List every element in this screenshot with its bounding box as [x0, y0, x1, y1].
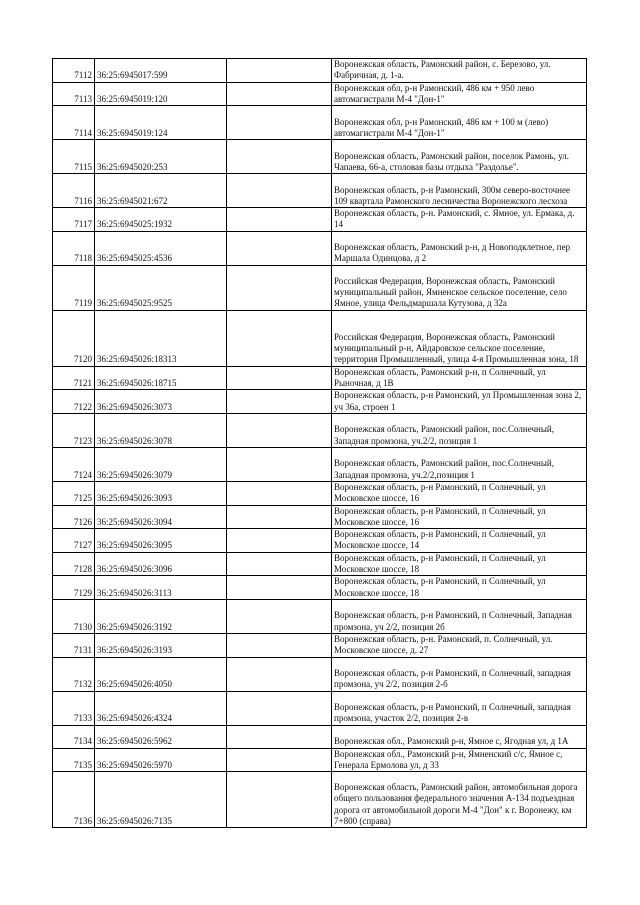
table-row — [53, 599, 587, 633]
row-number: 7135 — [53, 748, 95, 772]
empty-cell — [227, 447, 332, 481]
address-cell: Воронежская область, р-н Рамонский, ул Промышленная зона 2, уч 36а, строен 1 — [332, 390, 587, 414]
table-row — [53, 529, 587, 553]
address-cell: Воронежская область, р-н Рамонский, п Солнечный, ул Московское шоссе, 16 — [332, 481, 587, 505]
cadastral-number: 36:25:6945025:9525 — [95, 265, 227, 310]
cadastral-number: 36:25:6945021:672 — [95, 174, 227, 208]
address-cell: Российская Федерация, Воронежская область, Рамонский муниципальный р-н, Айдаровское сельское поселение, территория Промышленный, улица 4-я Промышленная зона, 18 — [332, 310, 587, 366]
table-row — [53, 390, 587, 414]
cadastral-number: 36:25:6945026:3073 — [95, 390, 227, 414]
address-cell: Воронежская обл., Рамонский р-н, Ямное с, Ягодная ул, д 1А — [332, 725, 587, 748]
cadastral-number: 36:25:6945025:1932 — [95, 208, 227, 232]
address-cell: Воронежская область, р-н Рамонский, 300м северо-восточнее 109 квартала Рамонского лесничества Воронежского лесхоза — [332, 174, 587, 208]
table-row — [53, 366, 587, 390]
empty-cell — [227, 231, 332, 265]
empty-cell — [227, 208, 332, 232]
address-cell: Воронежская область, р-н Рамонский, п Солнечный, западная промзона, уч 2/2, позиция 2-б — [332, 657, 587, 691]
cadastral-number: 36:25:6945026:7135 — [95, 772, 227, 828]
row-number: 7127 — [53, 529, 95, 553]
address-cell: Воронежская область, р-н Рамонский, п Солнечный, Западная промзона, уч 2/2, позиция 2б — [332, 599, 587, 633]
table-row — [53, 140, 587, 174]
cadastral-number: 36:25:6945026:3096 — [95, 552, 227, 576]
empty-cell — [227, 174, 332, 208]
empty-cell — [227, 725, 332, 748]
cadastral-number: 36:25:6945017:599 — [95, 59, 227, 83]
row-number: 7123 — [53, 413, 95, 447]
row-number: 7119 — [53, 265, 95, 310]
address-cell: Воронежская область, Рамонский район, пос.Солнечный, Западная промзона, уч.2/2, позиция 1 — [332, 413, 587, 447]
row-number: 7113 — [53, 82, 95, 106]
empty-cell — [227, 505, 332, 529]
cadastral-number: 36:25:6945026:3079 — [95, 447, 227, 481]
register-table-body — [53, 59, 587, 828]
empty-cell — [227, 481, 332, 505]
cadastral-number: 36:25:6945026:4050 — [95, 657, 227, 691]
row-number: 7121 — [53, 366, 95, 390]
address-cell: Воронежская область, р-н Рамонский, п Солнечный, ул Московское шоссе, 14 — [332, 529, 587, 553]
table-row — [53, 59, 587, 83]
address-cell: Воронежская область, р-н. Рамонский, с. Ямное, ул. Ермака, д. 14 — [332, 208, 587, 232]
table-row — [53, 725, 587, 748]
empty-cell — [227, 82, 332, 106]
table-row — [53, 691, 587, 725]
cadastral-number: 36:25:6945020:253 — [95, 140, 227, 174]
address-cell: Воронежская обл, р-н Рамонский, 486 км + 100 м (лево) автомагистрали М-4 "Дон-1" — [332, 106, 587, 140]
table-row — [53, 82, 587, 106]
empty-cell — [227, 552, 332, 576]
address-cell: Воронежская область, Рамонский район, поселок Рамонь, ул. Чапаева, 66-а, столовая базы отдыха "Раздолье". — [332, 140, 587, 174]
address-cell: Воронежская обл, р-н Рамонский, 486 км + 950 лево автомагистрали М-4 "Дон-1" — [332, 82, 587, 106]
cadastral-number: 36:25:6945025:4536 — [95, 231, 227, 265]
cadastral-number: 36:25:6945026:18313 — [95, 310, 227, 366]
cadastral-number: 36:25:6945019:120 — [95, 82, 227, 106]
row-number: 7130 — [53, 599, 95, 633]
empty-cell — [227, 657, 332, 691]
cadastral-number: 36:25:6945026:5962 — [95, 725, 227, 748]
address-cell: Воронежская область, Рамонский район, автомобильная дорога общего пользования федерального значения А-134 подъездная дорога от автомобильной дороги М-4 "Дон" к г. Воронежу, км 7+800 (справа) — [332, 772, 587, 828]
cadastral-number: 36:25:6945026:3094 — [95, 505, 227, 529]
table-row — [53, 106, 587, 140]
address-cell: Воронежская область, Рамонский район, с. Березово, ул. Фабричная, д. 1-а. — [332, 59, 587, 83]
cadastral-number: 36:25:6945019:124 — [95, 106, 227, 140]
empty-cell — [227, 140, 332, 174]
empty-cell — [227, 390, 332, 414]
register-table — [52, 58, 587, 828]
empty-cell — [227, 576, 332, 600]
row-number: 7133 — [53, 691, 95, 725]
table-row — [53, 576, 587, 600]
row-number: 7115 — [53, 140, 95, 174]
row-number: 7125 — [53, 481, 95, 505]
address-cell: Воронежская область, р-н Рамонский, п Солнечный, ул Московское шоссе, 16 — [332, 505, 587, 529]
address-cell: Воронежская область, р-н Рамонский, п Солнечный, ул Московское шоссе, 18 — [332, 552, 587, 576]
empty-cell — [227, 310, 332, 366]
empty-cell — [227, 599, 332, 633]
cadastral-number: 36:25:6945026:4324 — [95, 691, 227, 725]
row-number: 7117 — [53, 208, 95, 232]
table-row — [53, 633, 587, 657]
address-cell: Российская Федерация, Воронежская область, Рамонский муниципальный район, Ямненское сельское поселение, село Ямное, улица Фельдмаршала Кутузова, д 32а — [332, 265, 587, 310]
table-row — [53, 310, 587, 366]
cadastral-number: 36:25:6945026:3078 — [95, 413, 227, 447]
row-number: 7128 — [53, 552, 95, 576]
empty-cell — [227, 59, 332, 83]
row-number: 7134 — [53, 725, 95, 748]
row-number: 7136 — [53, 772, 95, 828]
row-number: 7122 — [53, 390, 95, 414]
table-row — [53, 413, 587, 447]
address-cell: Воронежская область, р-н Рамонский, п Солнечный, западная промзона, участок 2/2, позиция 2-в — [332, 691, 587, 725]
document-page — [52, 58, 587, 828]
address-cell: Воронежская область, Рамонский район, пос.Солнечный, Западная промзона, уч.2/2,позиция 1 — [332, 447, 587, 481]
cadastral-number: 36:25:6945026:18715 — [95, 366, 227, 390]
address-cell: Воронежская область, Рамонский р-н, д Новоподклетное, пер Маршала Одинцова, д 2 — [332, 231, 587, 265]
table-row — [53, 505, 587, 529]
row-number: 7120 — [53, 310, 95, 366]
row-number: 7131 — [53, 633, 95, 657]
empty-cell — [227, 529, 332, 553]
cadastral-number: 36:25:6945026:3093 — [95, 481, 227, 505]
table-row — [53, 772, 587, 828]
row-number: 7126 — [53, 505, 95, 529]
table-row — [53, 552, 587, 576]
table-row — [53, 657, 587, 691]
empty-cell — [227, 265, 332, 310]
cadastral-number: 36:25:6945026:3113 — [95, 576, 227, 600]
table-row — [53, 265, 587, 310]
table-row — [53, 748, 587, 772]
table-row — [53, 481, 587, 505]
address-cell: Воронежская область, Рамонский р-н, п Солнечный, ул Рыночная, д 1В — [332, 366, 587, 390]
empty-cell — [227, 772, 332, 828]
cadastral-number: 36:25:6945026:3095 — [95, 529, 227, 553]
row-number: 7114 — [53, 106, 95, 140]
table-row — [53, 231, 587, 265]
empty-cell — [227, 748, 332, 772]
cadastral-number: 36:25:6945026:3193 — [95, 633, 227, 657]
address-cell: Воронежская область, р-н Рамонский, п Солнечный, ул Московское шоссе, 18 — [332, 576, 587, 600]
row-number: 7118 — [53, 231, 95, 265]
empty-cell — [227, 413, 332, 447]
row-number: 7132 — [53, 657, 95, 691]
row-number: 7124 — [53, 447, 95, 481]
address-cell: Воронежская область, р-н. Рамонский, п. Солнечный, ул. Московское шоссе, д. 27 — [332, 633, 587, 657]
table-row — [53, 208, 587, 232]
table-row — [53, 174, 587, 208]
cadastral-number: 36:25:6945026:3192 — [95, 599, 227, 633]
cadastral-number: 36:25:6945026:5970 — [95, 748, 227, 772]
empty-cell — [227, 633, 332, 657]
address-cell: Воронежская обл., Рамонский р-н, Ямненский с/с, Ямное с, Генерала Ермолова ул, д 33 — [332, 748, 587, 772]
empty-cell — [227, 691, 332, 725]
row-number: 7112 — [53, 59, 95, 83]
row-number: 7129 — [53, 576, 95, 600]
empty-cell — [227, 366, 332, 390]
table-row — [53, 447, 587, 481]
empty-cell — [227, 106, 332, 140]
row-number: 7116 — [53, 174, 95, 208]
